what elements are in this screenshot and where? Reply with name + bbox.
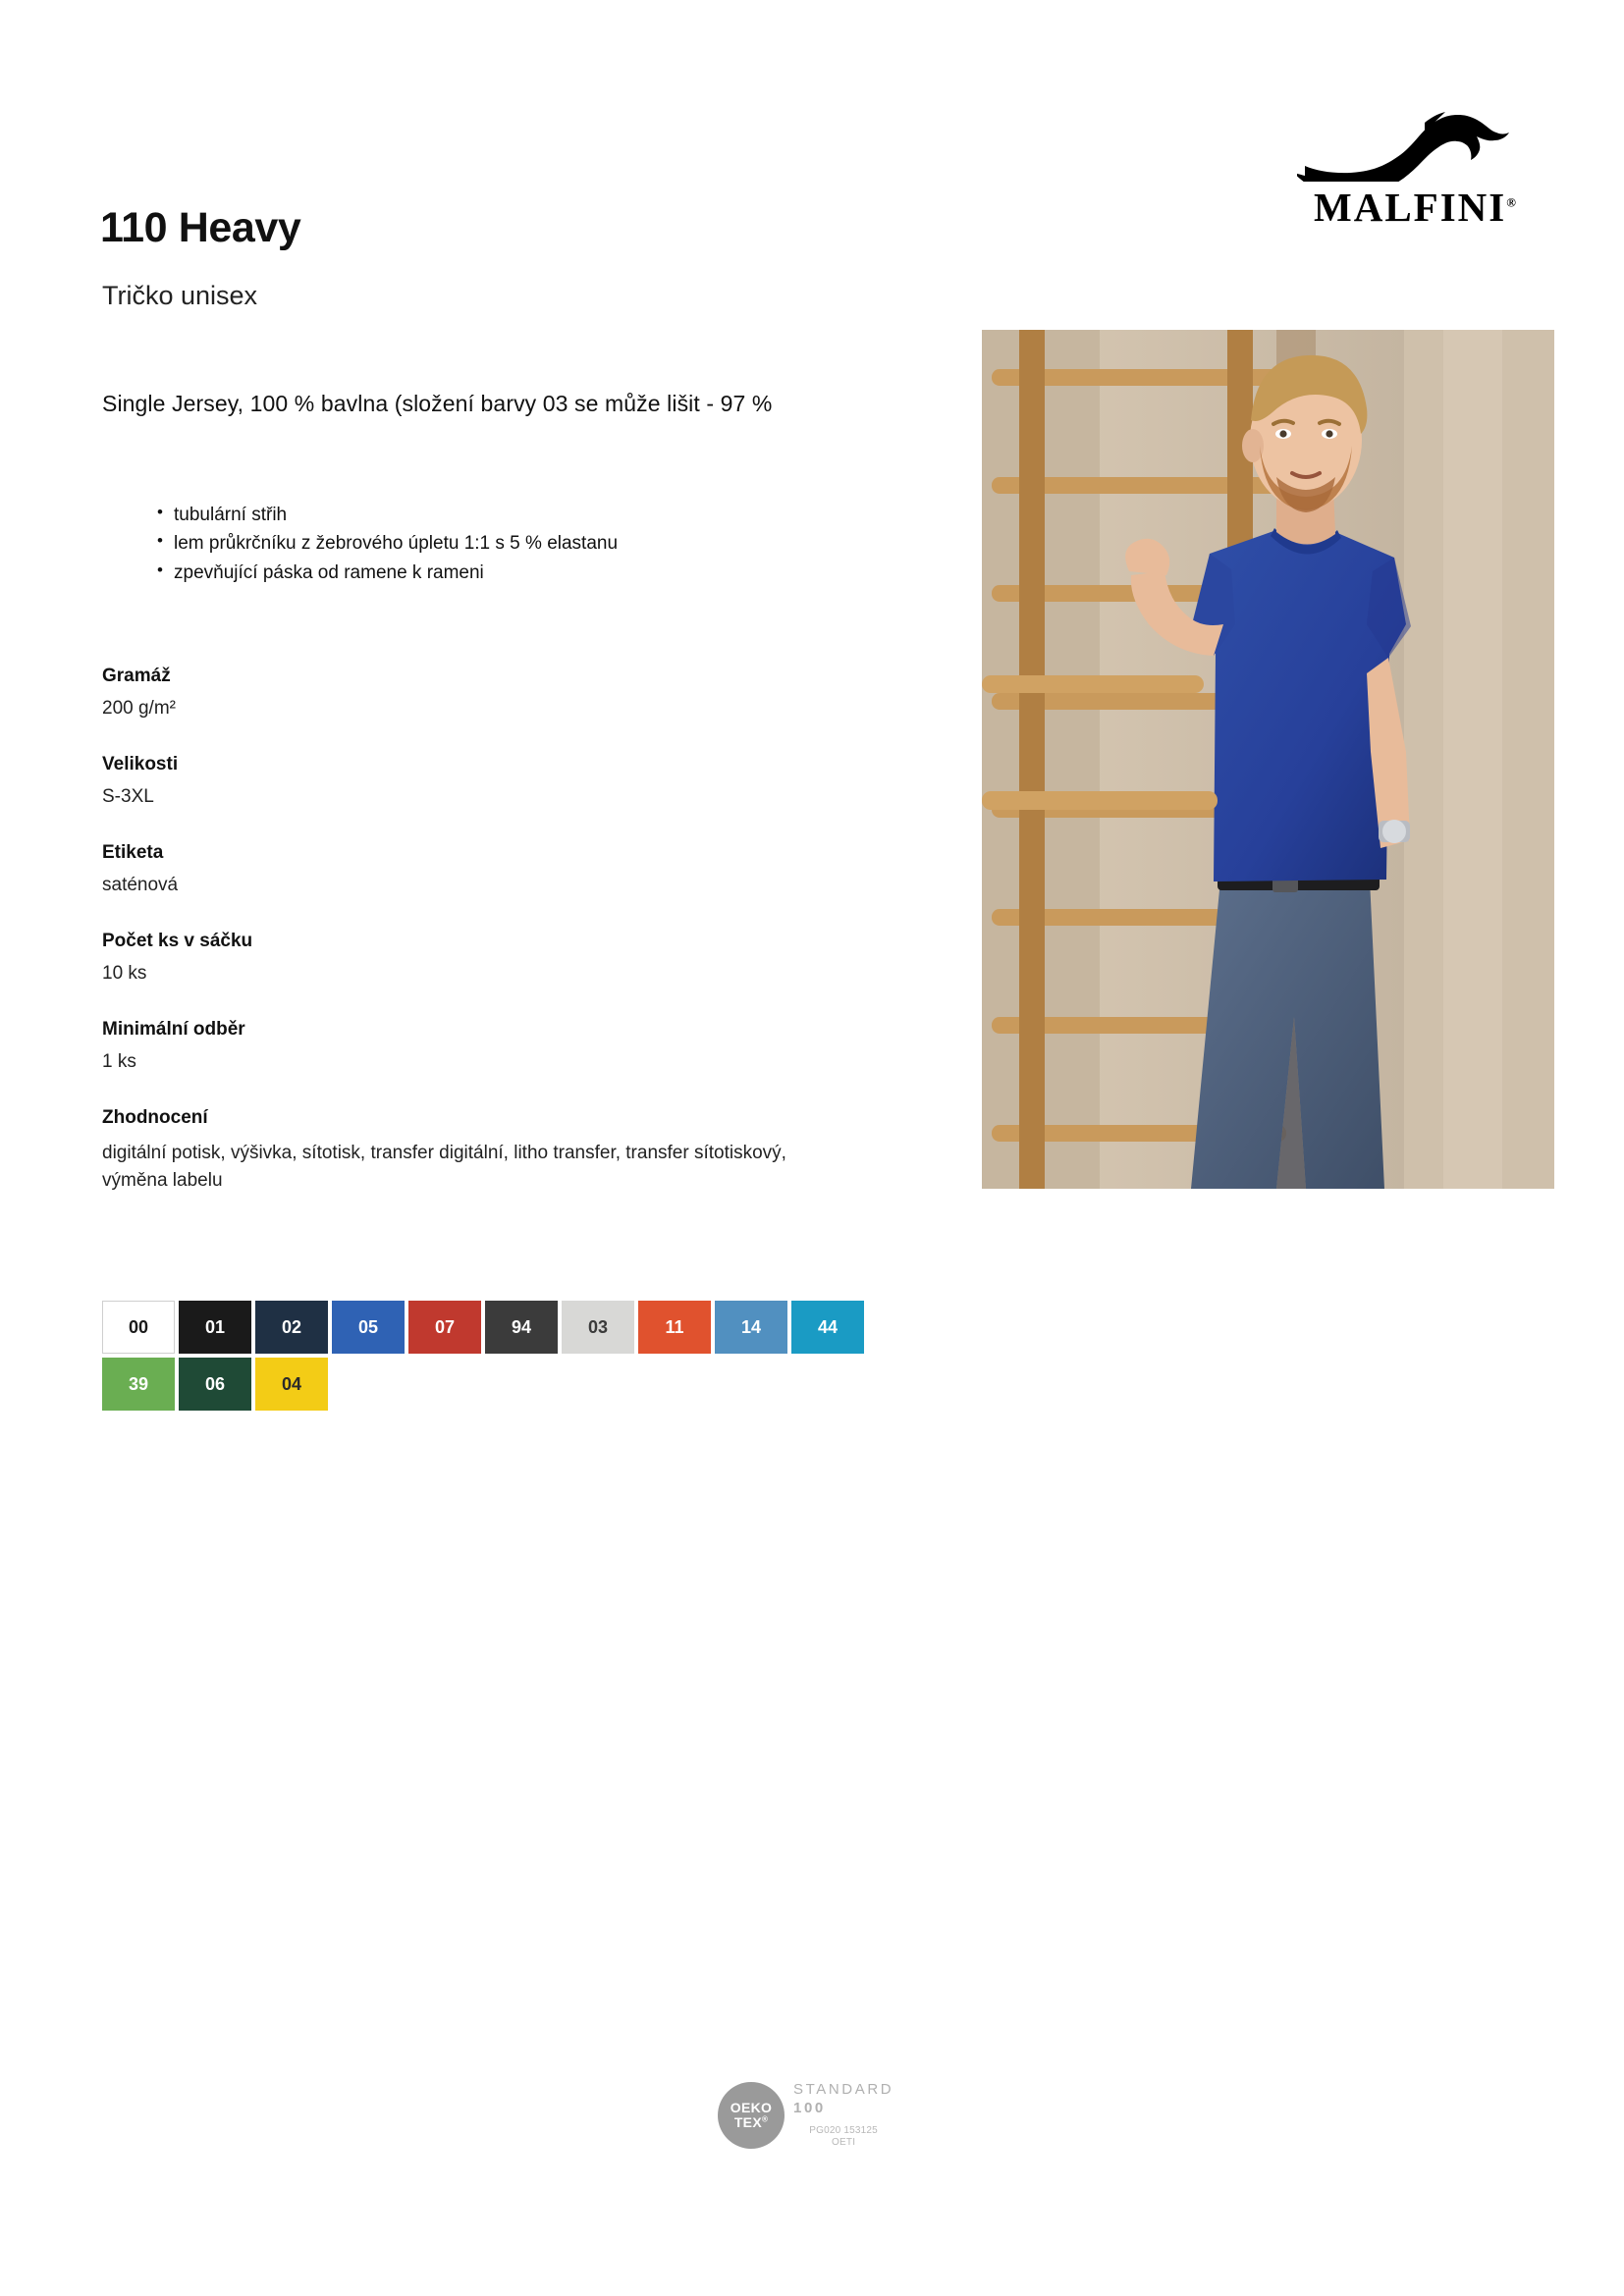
oeko-registered: ® — [761, 2114, 769, 2124]
swatch-code: 39 — [128, 1373, 149, 1394]
spec-label: Etiketa — [102, 842, 164, 863]
color-swatch-02[interactable] — [255, 1301, 328, 1354]
spec-value: S-3XL — [102, 786, 154, 807]
composition-text: Single Jersey, 100 % bavlna (složení barvy 03 se může lišit - 97 % — [102, 391, 773, 416]
spec-row-gramaz — [102, 666, 613, 720]
oeko-line1: OEKO — [730, 2100, 773, 2116]
feature-list — [157, 501, 618, 587]
spec-row-minimalni-odber — [102, 1019, 613, 1073]
registered-mark: ® — [1506, 194, 1516, 210]
page-subtitle: Tričko unisex — [102, 281, 258, 310]
oeko-certificate-code — [793, 2125, 893, 2150]
color-swatch-01[interactable] — [179, 1301, 251, 1354]
color-swatch-39[interactable] — [102, 1358, 175, 1411]
color-swatch-14[interactable] — [715, 1301, 787, 1354]
oeko-standard-number: 100 — [793, 2099, 826, 2116]
spec-row-velikosti — [102, 754, 613, 808]
spec-label: Velikosti — [102, 754, 179, 774]
spec-value: 10 ks — [102, 963, 147, 984]
spec-value: digitální potisk, výšivka, sítotisk, transfer digitální, litho transfer, transfer sítotiskový, výměna labelu — [102, 1143, 786, 1191]
swatch-code: 03 — [587, 1316, 609, 1337]
spec-row-pocet-ks — [102, 931, 613, 985]
swatch-code: 02 — [281, 1316, 302, 1337]
swatch-code: 94 — [511, 1316, 532, 1337]
product-photo — [982, 330, 1554, 1189]
color-swatch-94[interactable] — [485, 1301, 558, 1354]
color-swatch-04[interactable] — [255, 1358, 328, 1411]
swatch-code: 14 — [740, 1316, 762, 1337]
spec-label: Počet ks v sáčku — [102, 931, 253, 951]
color-swatch-06[interactable] — [179, 1358, 251, 1411]
photo-illustration — [982, 330, 1554, 1189]
swatch-row-2 — [102, 1358, 907, 1411]
swatch-row-1 — [102, 1301, 907, 1354]
swatch-code: 44 — [817, 1316, 839, 1337]
color-swatch-44[interactable] — [791, 1301, 864, 1354]
eagle-icon — [1297, 93, 1533, 182]
swatch-code: 04 — [281, 1373, 302, 1394]
list-item: • lem průkrčníku z žebrového úpletu 1:1 s 5 % elastanu — [157, 529, 618, 558]
oeko-line2: TEX® — [733, 2113, 769, 2130]
oeko-tex-mark — [718, 2082, 785, 2149]
spec-label: Zhodnocení — [102, 1107, 208, 1128]
list-item: • zpevňující páska od ramene k rameni — [157, 559, 618, 587]
spec-value: 200 g/m² — [102, 698, 176, 719]
color-swatch-11[interactable] — [638, 1301, 711, 1354]
brand-logo — [1292, 93, 1538, 228]
swatch-code: 00 — [128, 1316, 149, 1337]
list-item: • tubulární střih — [157, 501, 618, 529]
color-swatch-03[interactable] — [562, 1301, 634, 1354]
spec-row-etiketa — [102, 842, 613, 896]
swatch-code: 01 — [204, 1316, 226, 1337]
swatch-code: 07 — [434, 1316, 456, 1337]
spec-row-zhodnoceni — [102, 1107, 786, 1194]
color-swatch-05[interactable] — [332, 1301, 405, 1354]
spec-value: 1 ks — [102, 1051, 136, 1072]
color-swatch-00[interactable] — [102, 1301, 175, 1354]
page-title: 110 Heavy — [100, 204, 301, 251]
swatch-code: 05 — [357, 1316, 379, 1337]
oeko-standard-label: STANDARD — [793, 2081, 894, 2098]
spec-label: Gramáž — [102, 666, 171, 686]
color-swatch-07[interactable] — [408, 1301, 481, 1354]
brand-wordmark: MALFINI® — [1314, 185, 1516, 230]
swatch-code: 11 — [665, 1316, 684, 1337]
oeko-tex-standard-block — [793, 2081, 893, 2150]
spec-value: saténová — [102, 875, 179, 895]
oeko-tex-certification — [718, 2081, 893, 2150]
color-swatch-grid — [102, 1301, 907, 1415]
spec-list — [102, 666, 786, 1228]
oeko-code-line1: PG020 153125 — [809, 2124, 878, 2136]
swatch-code: 06 — [204, 1373, 226, 1394]
oeko-code-line2: OETI — [832, 2137, 856, 2148]
spec-label: Minimální odběr — [102, 1019, 245, 1040]
